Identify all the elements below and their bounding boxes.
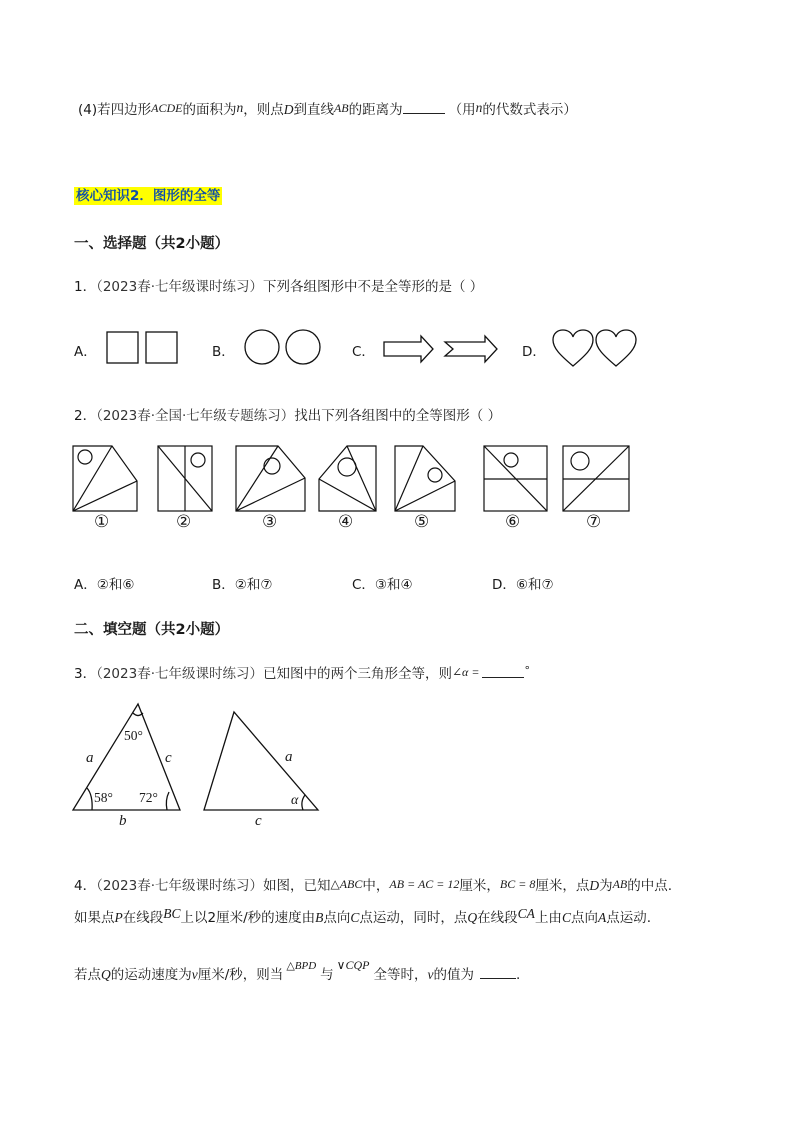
q2-option-b[interactable]: B．②和⑦: [212, 577, 273, 593]
q2-label-5: ⑤: [414, 512, 430, 532]
q2-label-2: ②: [176, 512, 192, 532]
q3-side-c-1: c: [165, 750, 172, 766]
q2-label-4: ④: [338, 512, 354, 532]
q2-figure-3: [236, 446, 305, 511]
q3-figure: [0, 700, 800, 830]
q1-d-heart-2: [596, 330, 636, 366]
q3-side-a-1: a: [86, 750, 94, 766]
q2-figures: [0, 440, 800, 520]
q4-line-3: 若点Q的运动速度为v厘米/秒，则当$^{\triangle BPD}$与∨CQP全等时，v的值为 .: [74, 958, 521, 983]
q1-figures: [0, 320, 800, 380]
q2-label-6: ⑥: [505, 512, 521, 532]
q3-angle-left: 58°: [94, 790, 113, 805]
q1-stem: 1．（2023春·七年级课时练习）下列各组图形中不是全等形的是（ ）: [74, 279, 484, 295]
q4-part-line: (4)若四边形ACDE的面积为n，则点D到直线AB的距离为 （用n的代数式表示）: [78, 100, 577, 118]
answer-blank[interactable]: [403, 101, 445, 114]
q3-side-a-2: a: [285, 749, 293, 765]
q3-alpha: α: [291, 793, 299, 808]
q1-option-b-label: B．: [212, 344, 235, 360]
q2-stem: 2．（2023春·全国·七年级专题练习）找出下列各组图中的全等图形（ ）: [74, 408, 502, 424]
part2-heading: 二、填空题（共2小题）: [74, 622, 230, 638]
q3-side-b-1: b: [119, 813, 127, 829]
q1-a-square-2: [146, 332, 177, 363]
q2-label-1: ①: [94, 512, 110, 532]
q2-figure-4: [319, 446, 376, 511]
q1-a-square-1: [107, 332, 138, 363]
q1-c-arrow-2: [445, 336, 497, 362]
q3-stem: 3．（2023春·七年级课时练习）已知图中的两个三角形全等，则∠α = °: [74, 664, 530, 682]
q3-side-c-2: c: [255, 813, 262, 829]
part1-heading: 一、选择题（共2小题）: [74, 236, 230, 252]
q1-b-circle-2: [286, 330, 320, 364]
q4-line-1: 4．（2023春·七年级课时练习）如图，已知△ABC中，AB = AC = 12厘米，BC = 8厘米，点D为AB的中点.: [74, 877, 673, 894]
q3-angle-top: 50°: [124, 728, 143, 743]
answer-blank[interactable]: [480, 966, 516, 979]
q2-option-a[interactable]: A．②和⑥: [74, 577, 135, 593]
q2-figure-5: [395, 446, 455, 511]
q2-label-7: ⑦: [586, 512, 602, 532]
q2-figure-6: [484, 446, 547, 511]
q1-d-heart-1: [553, 330, 593, 366]
q3-triangle-2: [204, 712, 318, 810]
q2-label-3: ③: [262, 512, 278, 532]
q2-figure-2: [158, 446, 212, 511]
q4-line-2: 如果点P在线段BC上以2厘米/秒的速度由B点向C点运动，同时，点Q在线段CA上由C点向A点运动.: [74, 906, 651, 926]
q2-figure-7: [563, 446, 629, 511]
q2-option-d[interactable]: D．⑥和⑦: [492, 577, 554, 593]
q3-angle-right: 72°: [139, 790, 158, 805]
q2-option-c[interactable]: C．③和④: [352, 577, 413, 593]
q1-b-circle-1: [245, 330, 279, 364]
q2-figure-1: [73, 446, 137, 511]
section-title: 核心知识2．图形的全等: [76, 188, 221, 204]
q1-c-arrow-1: [384, 336, 433, 362]
answer-blank[interactable]: [482, 665, 524, 678]
q1-option-c-label: C．: [352, 344, 375, 360]
q1-option-d-label: D．: [522, 344, 546, 360]
q1-option-a-label: A．: [74, 344, 97, 360]
